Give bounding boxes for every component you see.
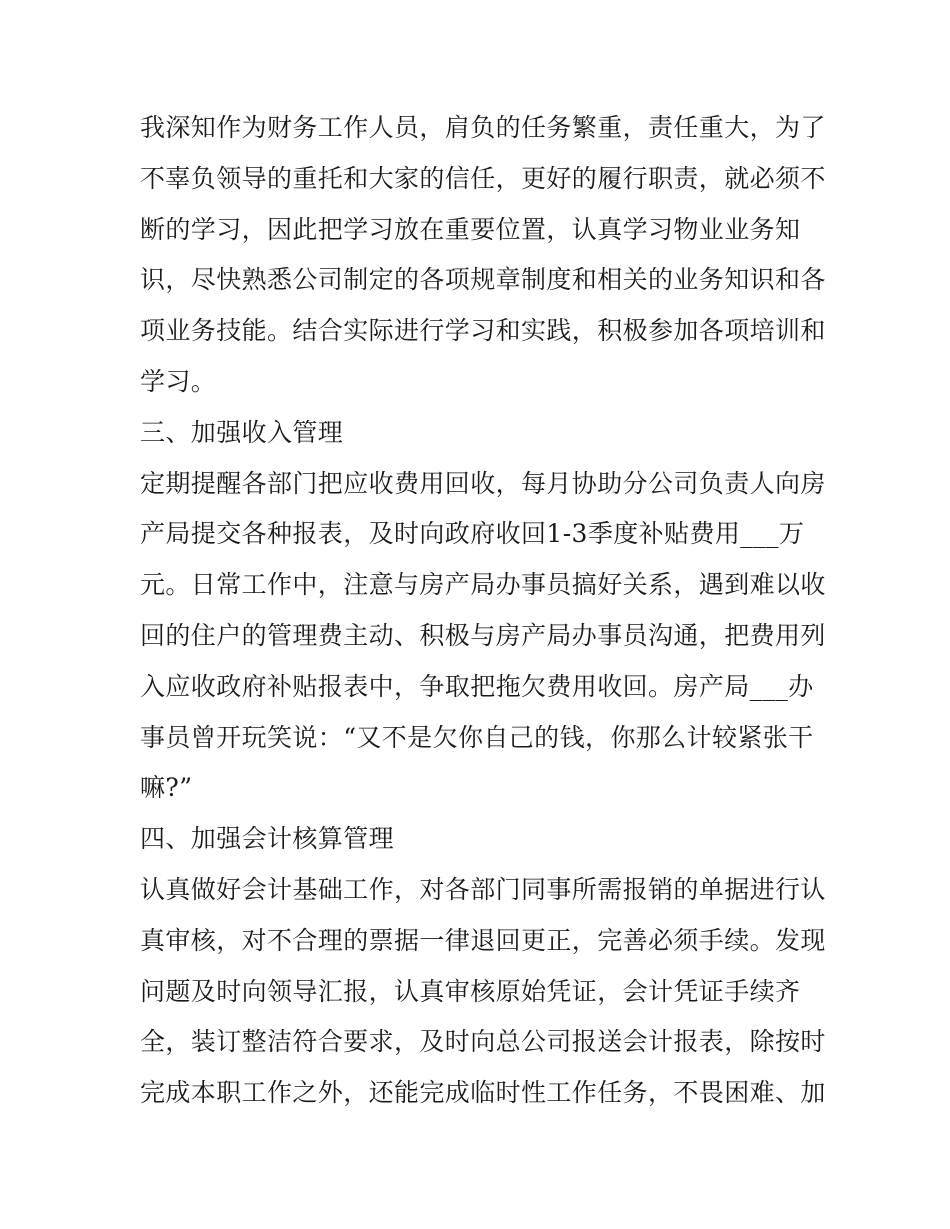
body-text-line: 全，装订整洁符合要求，及时向总公司报送会计报表，除按时 [140, 1027, 826, 1057]
section-heading: 四、加强会计核算管理 [140, 824, 395, 854]
body-text-line: 我深知作为财务工作人员，肩负的任务繁重，责任重大，为了 [140, 113, 826, 142]
body-text-line: 事员曾开玩笑说：“又不是欠你自己的钱，你那么计较紧张干 [140, 722, 814, 752]
body-text-line: 定期提醒各部门把应收费用回收，每月协助分公司负责人向房 [140, 468, 826, 498]
section-heading: 三、加强收入管理 [140, 417, 344, 447]
body-text-line: 断的学习，因此把学习放在重要位置，认真学习物业业务知 [140, 214, 801, 244]
body-text-line: 完成本职工作之外，还能完成临时性工作任务，不畏困难、加 [140, 1078, 826, 1108]
document-body [140, 103, 826, 1119]
body-text-line: 元。日常工作中，注意与房产局办事员搞好关系，遇到难以收 [140, 570, 826, 600]
body-text-line: 识，尽快熟悉公司制定的各项规章制度和相关的业务知识和各 [140, 265, 826, 295]
body-text-line: 学习。 [140, 366, 217, 396]
body-text-line: 项业务技能。结合实际进行学习和实践，积极参加各项培训和 [140, 316, 826, 346]
body-text-line: 产局提交各种报表，及时向政府收回1-3季度补贴费用___万 [140, 519, 805, 549]
body-text-line: 回的住户的管理费主动、积极与房产局办事员沟通，把费用列 [140, 620, 826, 650]
body-text-line: 不辜负领导的重托和大家的信任，更好的履行职责，就必须不 [140, 163, 826, 193]
body-text-line: 嘛?” [140, 773, 193, 803]
body-text-line: 入应收政府补贴报表中，争取把拖欠费用收回。房产局___办 [140, 671, 814, 701]
body-text-line: 问题及时向领导汇报，认真审核原始凭证，会计凭证手续齐 [140, 976, 801, 1006]
body-text-line: 真审核，对不合理的票据一律退回更正，完善必须手续。发现 [140, 925, 826, 955]
body-text-line: 认真做好会计基础工作，对各部门同事所需报销的单据进行认 [140, 874, 826, 904]
